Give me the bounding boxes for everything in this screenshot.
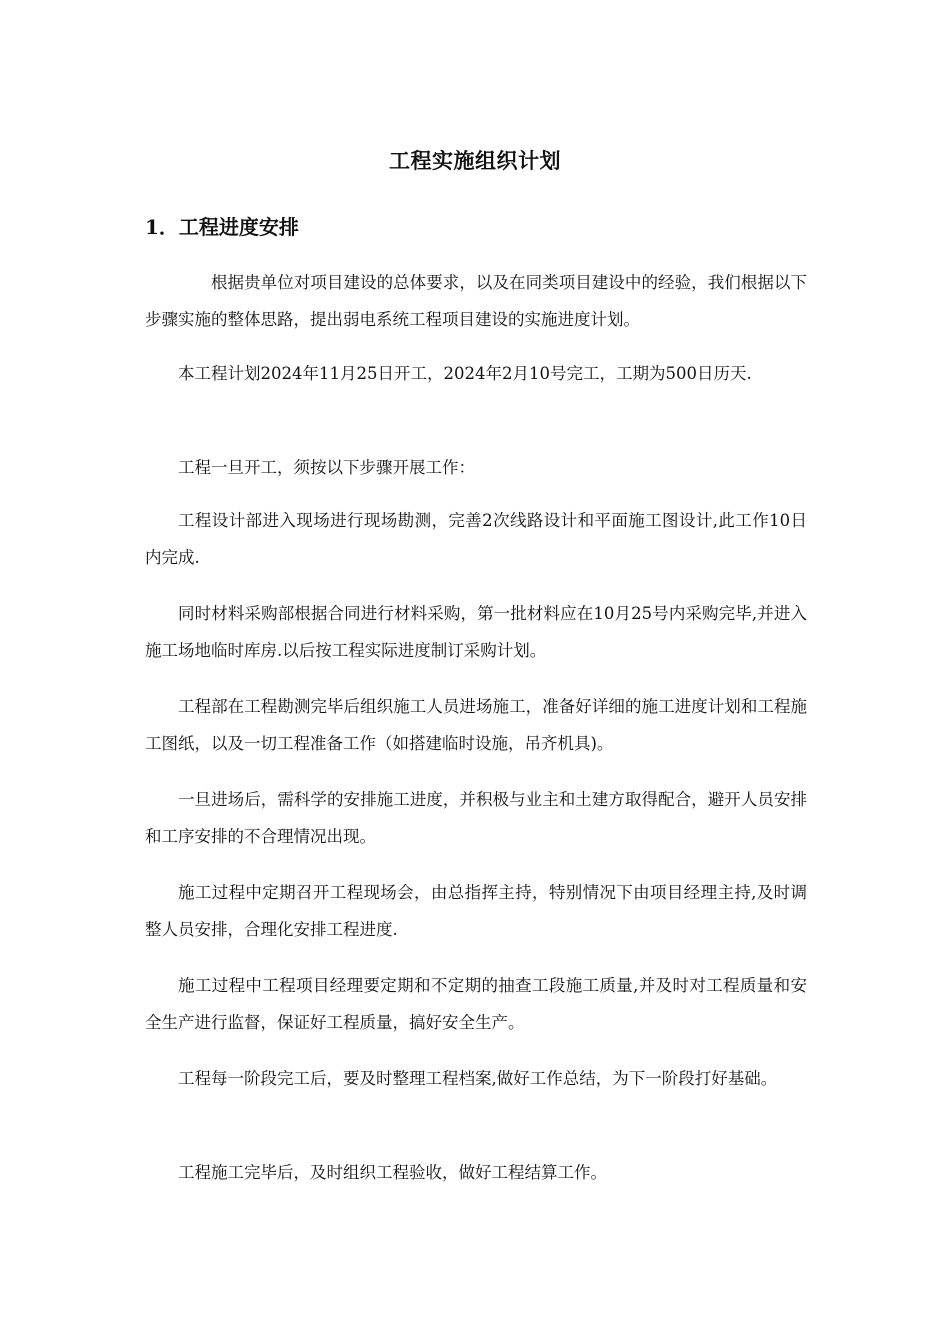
paragraph: 施工过程中工程项目经理要定期和不定期的抽查工段施工质量,并及时对工程质量和安全生产进行监督，保证好工程质量，搞好安全生产。: [145, 976, 807, 1032]
paragraph: 工程一旦开工，须按以下步骤开展工作：: [178, 458, 475, 477]
paragraph: 工程部在工程勘测完毕后组织施工人员进场施工，准备好详细的施工进度计划和工程施工图纸，以及一切工程准备工作（如搭建临时设施，吊齐机具)。: [145, 697, 807, 753]
document-title: 工程实施组织计划: [389, 148, 561, 173]
paragraph: 工程每一阶段完工后，要及时整理工程档案,做好工作总结，为下一阶段打好基础。: [178, 1069, 778, 1088]
paragraph: 同时材料采购部根据合同进行材料采购，第一批材料应在10月25号内采购完毕,并进入施工场地临时库房.以后按工程实际进度制订采购计划。: [145, 604, 807, 660]
paragraph: 工程设计部进入现场进行现场勘测，完善2次线路设计和平面施工图设计,此工作10日内完成.: [145, 511, 807, 567]
paragraph: 一旦进场后，需科学的安排施工进度，并积极与业主和土建方取得配合，避开人员安排和工序安排的不合理情况出现。: [145, 790, 807, 846]
section-heading: 1．工程进度安排: [145, 215, 299, 239]
paragraph: 本工程计划2024年11月25日开工，2024年2月10号完工，工期为500日历天.: [178, 364, 752, 383]
paragraph: 根据贵单位对项目建设的总体要求，以及在同类项目建设中的经验，我们根据以下步骤实施的整体思路，提出弱电系统工程项目建设的实施进度计划。: [145, 273, 807, 329]
paragraph: 工程施工完毕后，及时组织工程验收，做好工程结算工作。: [178, 1163, 607, 1182]
paragraph: 施工过程中定期召开工程现场会，由总指挥主持，特别情况下由项目经理主持,及时调整人员安排，合理化安排工程进度.: [145, 883, 807, 939]
